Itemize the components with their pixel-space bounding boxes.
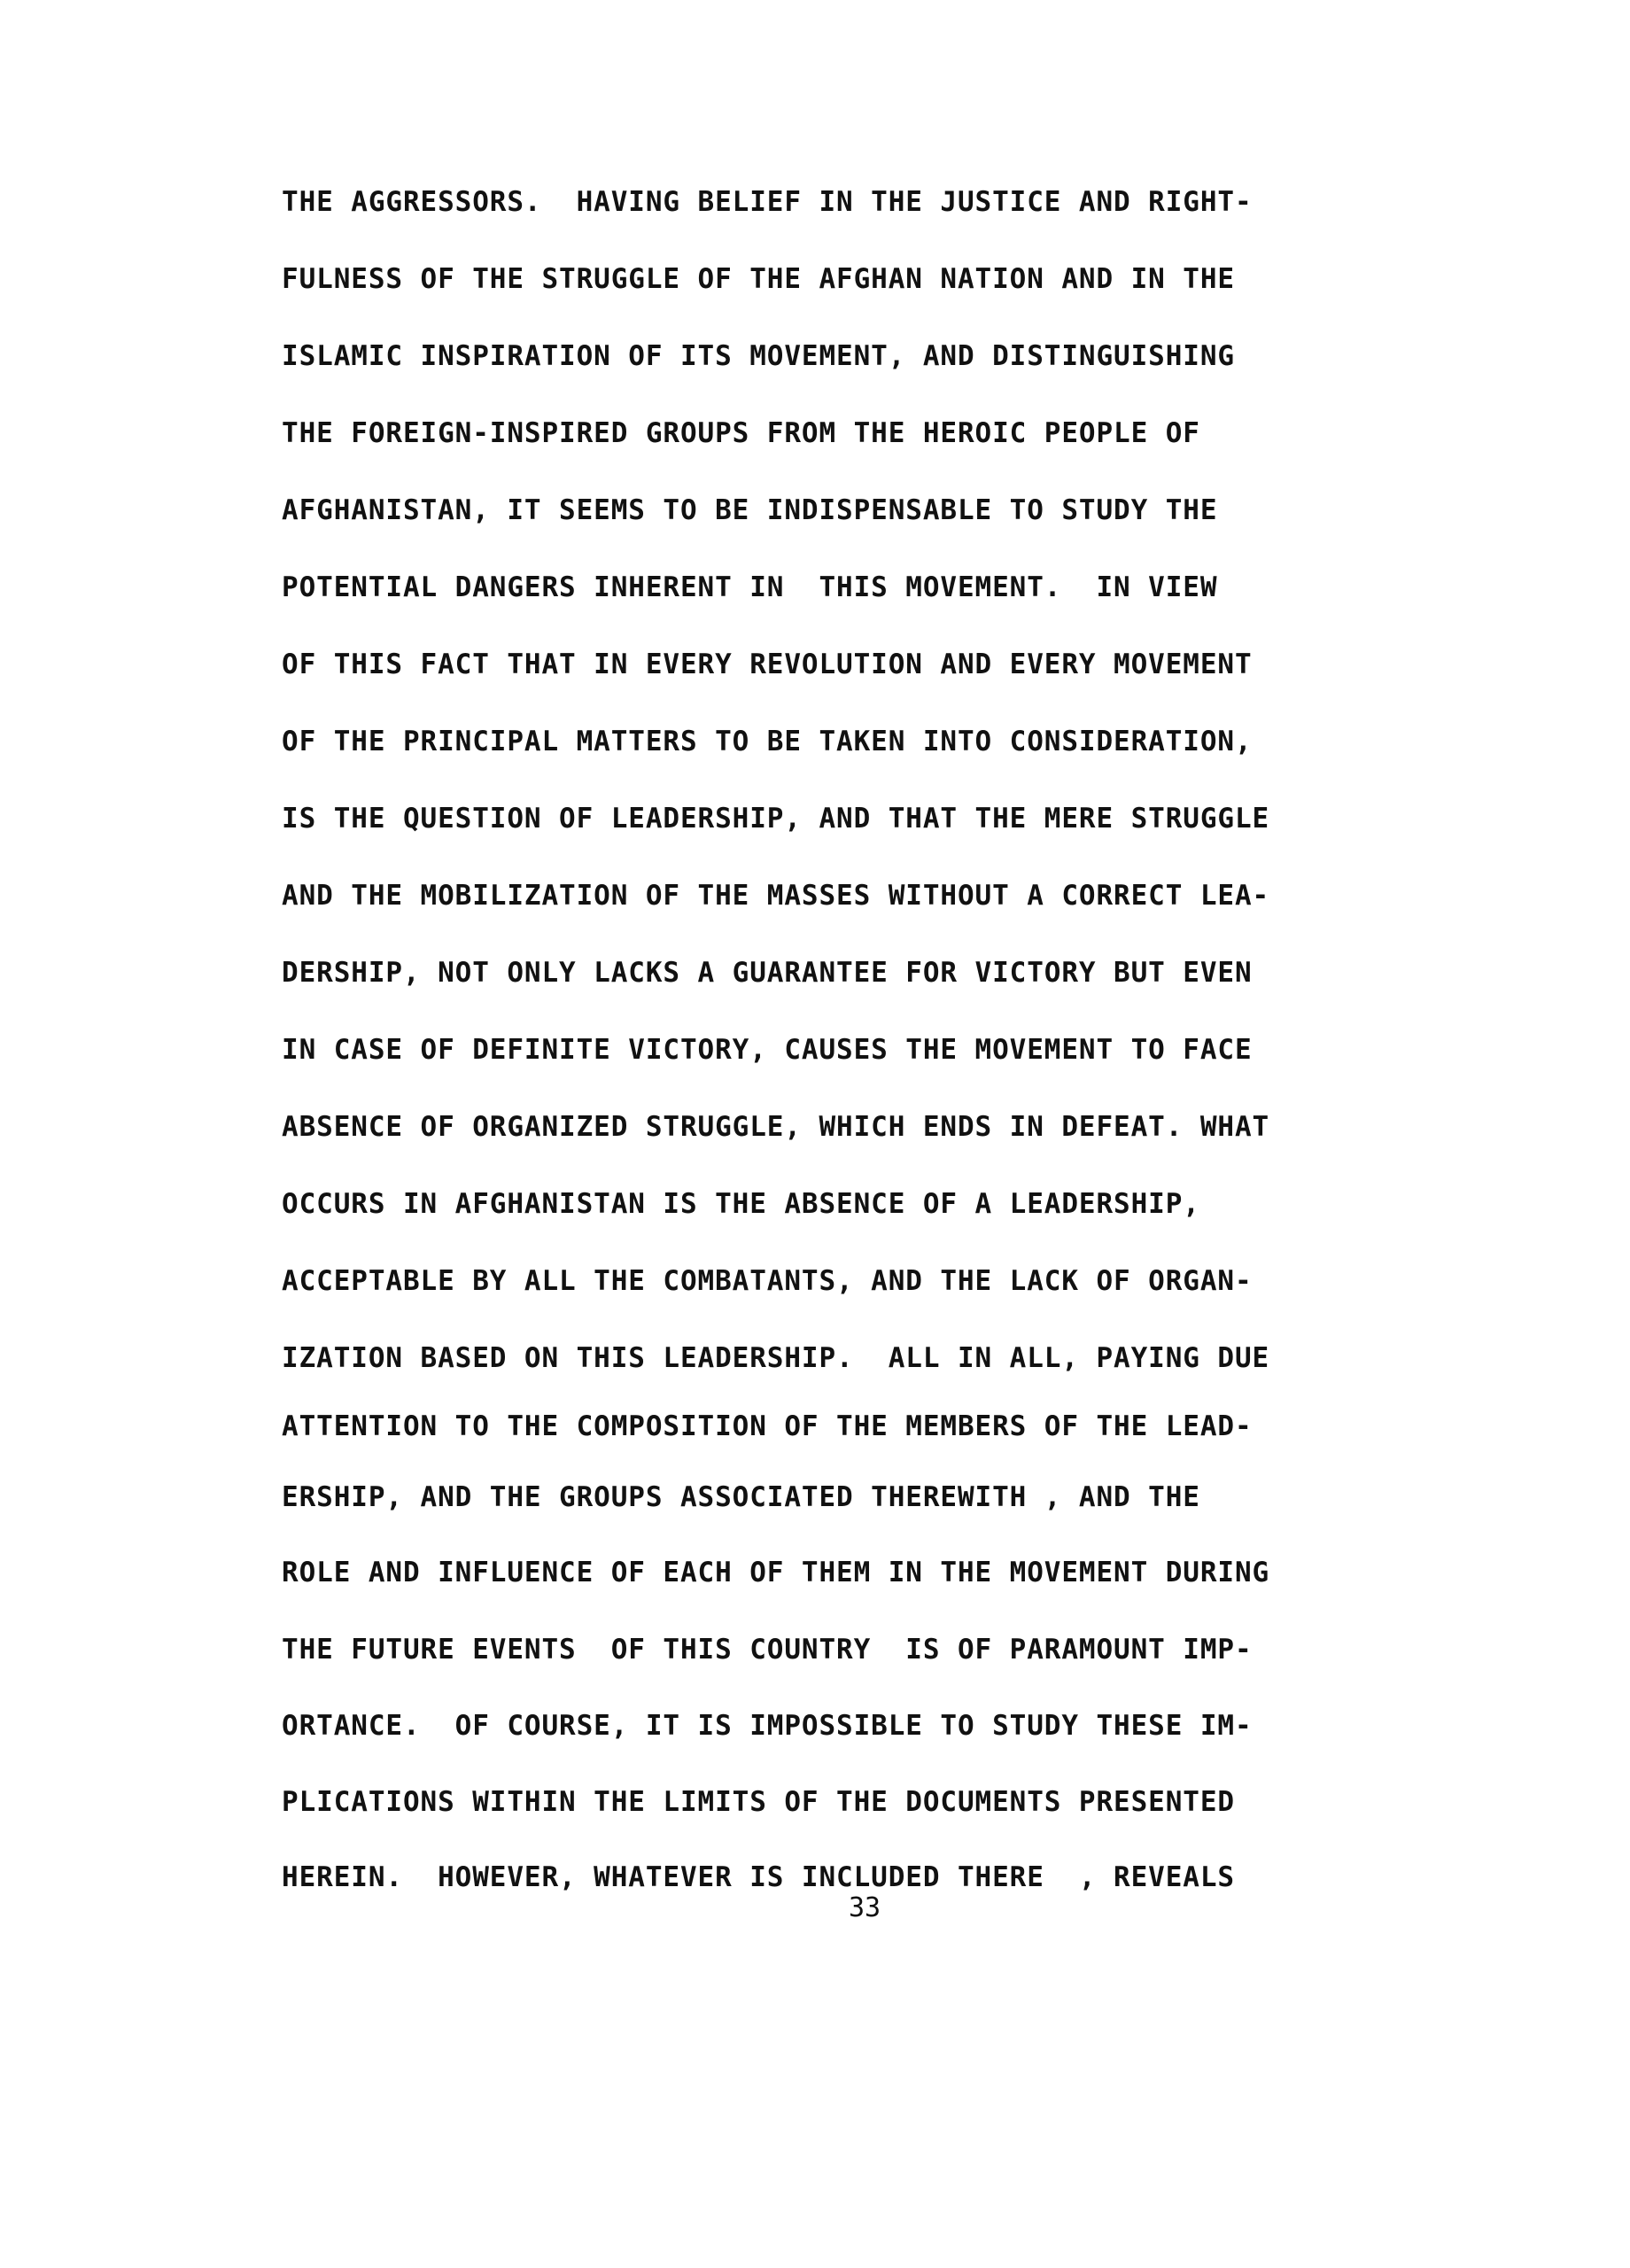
text-line: THE FOREIGN-INSPIRED GROUPS FROM THE HEROIC PEOPLE OF [282, 417, 1200, 449]
text-line: ATTENTION TO THE COMPOSITION OF THE MEMBERS OF THE LEAD- [282, 1410, 1253, 1442]
text-line: ROLE AND INFLUENCE OF EACH OF THEM IN THE MOVEMENT DURING [282, 1557, 1270, 1588]
text-line: THE AGGRESSORS. HAVING BELIEF IN THE JUSTICE AND RIGHT- [282, 186, 1253, 218]
text-line: IZATION BASED ON THIS LEADERSHIP. ALL IN ALL, PAYING DUE [282, 1342, 1270, 1374]
text-line: HEREIN. HOWEVER, WHATEVER IS INCLUDED THERE , REVEALS [282, 1861, 1235, 1893]
text-line: OCCURS IN AFGHANISTAN IS THE ABSENCE OF A LEADERSHIP, [282, 1188, 1200, 1220]
page-number: 33 [849, 1892, 881, 1923]
text-line: FULNESS OF THE STRUGGLE OF THE AFGHAN NATION AND IN THE [282, 263, 1235, 295]
text-line: POTENTIAL DANGERS INHERENT IN THIS MOVEMENT. IN VIEW [282, 571, 1218, 603]
text-line: AND THE MOBILIZATION OF THE MASSES WITHOUT A CORRECT LEA- [282, 880, 1270, 912]
text-line: OF THE PRINCIPAL MATTERS TO BE TAKEN INTO CONSIDERATION, [282, 726, 1253, 757]
text-line: OF THIS FACT THAT IN EVERY REVOLUTION AND EVERY MOVEMENT [282, 649, 1253, 680]
text-line: DERSHIP, NOT ONLY LACKS A GUARANTEE FOR VICTORY BUT EVEN [282, 957, 1253, 989]
text-line: IS THE QUESTION OF LEADERSHIP, AND THAT THE MERE STRUGGLE [282, 803, 1270, 835]
text-line: ISLAMIC INSPIRATION OF ITS MOVEMENT, AND DISTINGUISHING [282, 340, 1235, 372]
text-line: ORTANCE. OF COURSE, IT IS IMPOSSIBLE TO STUDY THESE IM- [282, 1710, 1253, 1742]
text-line: ABSENCE OF ORGANIZED STRUGGLE, WHICH ENDS IN DEFEAT. WHAT [282, 1111, 1270, 1143]
text-line: PLICATIONS WITHIN THE LIMITS OF THE DOCUMENTS PRESENTED [282, 1786, 1235, 1818]
text-line: THE FUTURE EVENTS OF THIS COUNTRY IS OF PARAMOUNT IMP- [282, 1634, 1253, 1666]
text-line: IN CASE OF DEFINITE VICTORY, CAUSES THE MOVEMENT TO FACE [282, 1034, 1253, 1066]
text-line: AFGHANISTAN, IT SEEMS TO BE INDISPENSABLE TO STUDY THE [282, 494, 1218, 526]
text-line: ERSHIP, AND THE GROUPS ASSOCIATED THEREWITH , AND THE [282, 1481, 1200, 1513]
text-line: ACCEPTABLE BY ALL THE COMBATANTS, AND THE LACK OF ORGAN- [282, 1265, 1253, 1297]
